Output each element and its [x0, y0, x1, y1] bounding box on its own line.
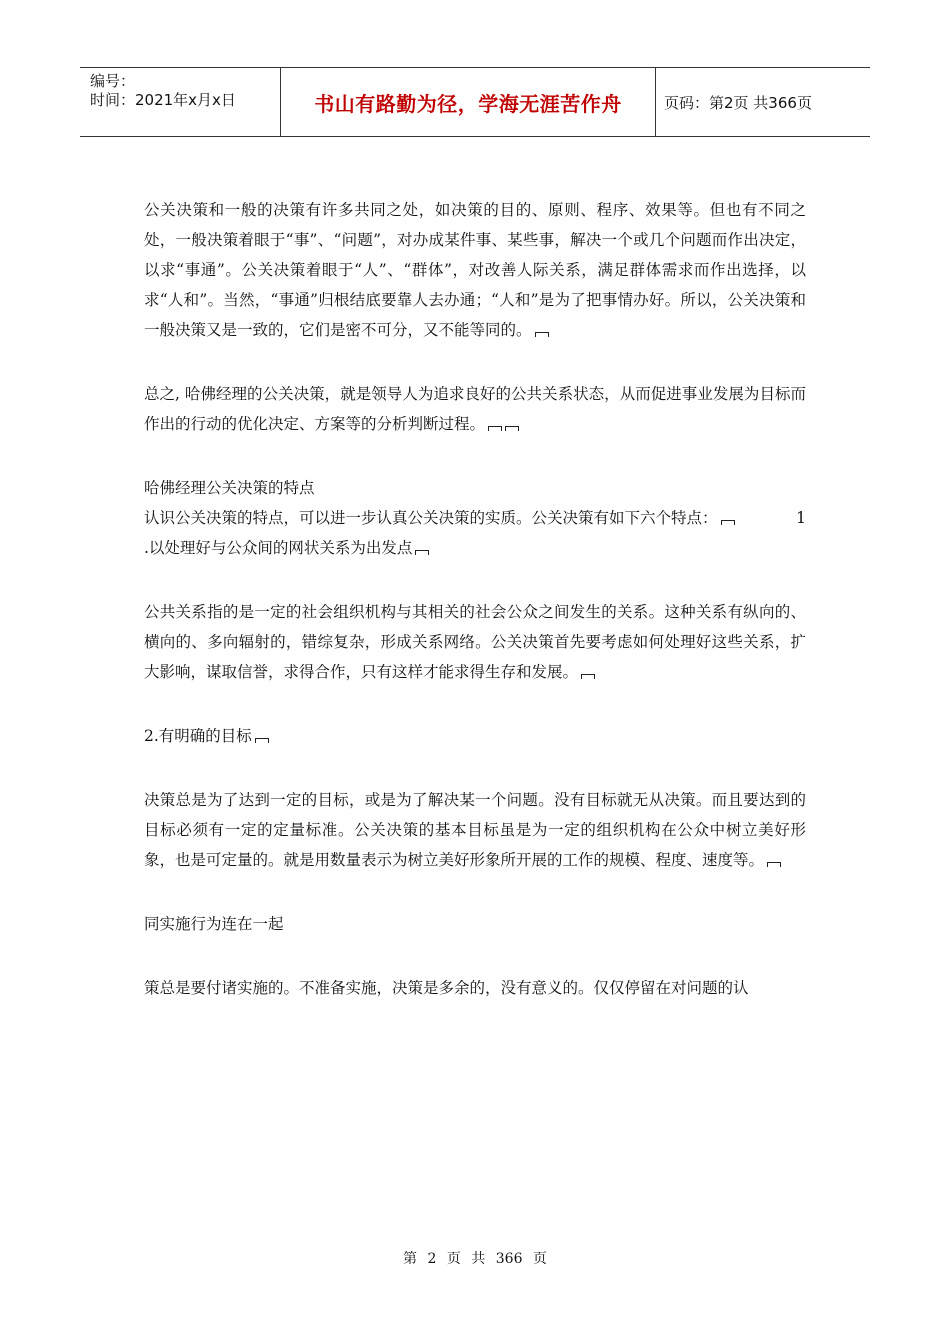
paragraph-mark-icon [535, 329, 549, 337]
paragraph [144, 597, 806, 687]
paragraph: 策总是要付诸实施的。不准备实施，决策是多余的，没有意义的。仅仅停留在对问题的认 [144, 979, 749, 997]
paragraph [144, 533, 806, 563]
paragraph [144, 195, 806, 345]
header-motto: 书山有路勤为径，学海无涯苦作舟 [281, 68, 656, 136]
section-title: 哈佛经理公关决策的特点 [144, 479, 315, 497]
paragraph-text: 公关决策和一般的决策有许多共同之处，如决策的目的、原则、程序、效果等。但也有不同之处，一般决策着眼于“事”、“问题”，对办成某件事、某些事，解决一个或几个问题而作出决定，以求“事通”。公关决策着眼于“人”、“群体”，对改善人际关系，满足群体需求而作出选择，以求“人和”。当然，“事通”归根结底要靠人去办通；“人和”是为了把事情办好。所以，公关决策和一般决策又是一致的，它们是密不可分，又不能等同的。 [144, 201, 806, 339]
paragraph-text: 决策总是为了达到一定的目标，或是为了解决某一个问题。没有目标就无从决策。而且要达到的目标必须有一定的定量标准。公关决策的基本目标虽是为一定的组织机构在公众中树立美好形象，也是可定量的。就是用数量表示为树立美好形象所开展的工作的规模、程度、速度等。 [144, 791, 806, 869]
paragraph-text: 公共关系指的是一定的社会组织机构与其相关的社会公众之间发生的关系。这种关系有纵向的、横向的、多向辐射的，错综复杂，形成关系网络。公关决策首先要考虑如何处理好这些关系，扩大影响，谋取信誉，求得合作，只有这样才能求得生存和发展。 [144, 603, 806, 681]
paragraph-mark-icon [581, 671, 595, 679]
header-page-info: 页码：第2页 共366页 [664, 93, 812, 112]
paragraph-text: .以处理好与公众间的网状关系为出发点 [144, 539, 413, 557]
paragraph-mark-icon [415, 547, 429, 555]
page-footer: 第 2 页 共 366 页 [403, 1251, 547, 1267]
document-body [144, 195, 806, 1003]
paragraph-mark-icon [767, 859, 781, 867]
section-heading [144, 721, 806, 751]
paragraph-text: 2.有明确的目标 [144, 727, 252, 745]
list-number: 1 [796, 509, 806, 527]
document-number-label: 编号： [90, 72, 136, 90]
section-heading: 同实施行为连在一起 [144, 915, 284, 933]
paragraph-mark-icon [488, 423, 502, 431]
paragraph-text: 认识公关决策的特点，可以进一步认真公关决策的实质。公关决策有如下六个特点： [144, 509, 718, 527]
page-header [80, 67, 870, 137]
paragraph [144, 379, 806, 439]
paragraph [144, 503, 806, 533]
paragraph-mark-icon [721, 517, 735, 525]
paragraph-mark-icon [255, 735, 269, 743]
paragraph-text: 总之, 哈佛经理的公关决策，就是领导人为追求良好的公共关系状态，从而促进事业发展为目标而作出的行动的优化决定、方案等的分析判断过程。 [144, 385, 806, 433]
paragraph-mark-icon [505, 423, 519, 431]
document-date: 时间：2021年x月x日 [90, 91, 236, 109]
header-meta [80, 68, 281, 136]
paragraph [144, 785, 806, 875]
